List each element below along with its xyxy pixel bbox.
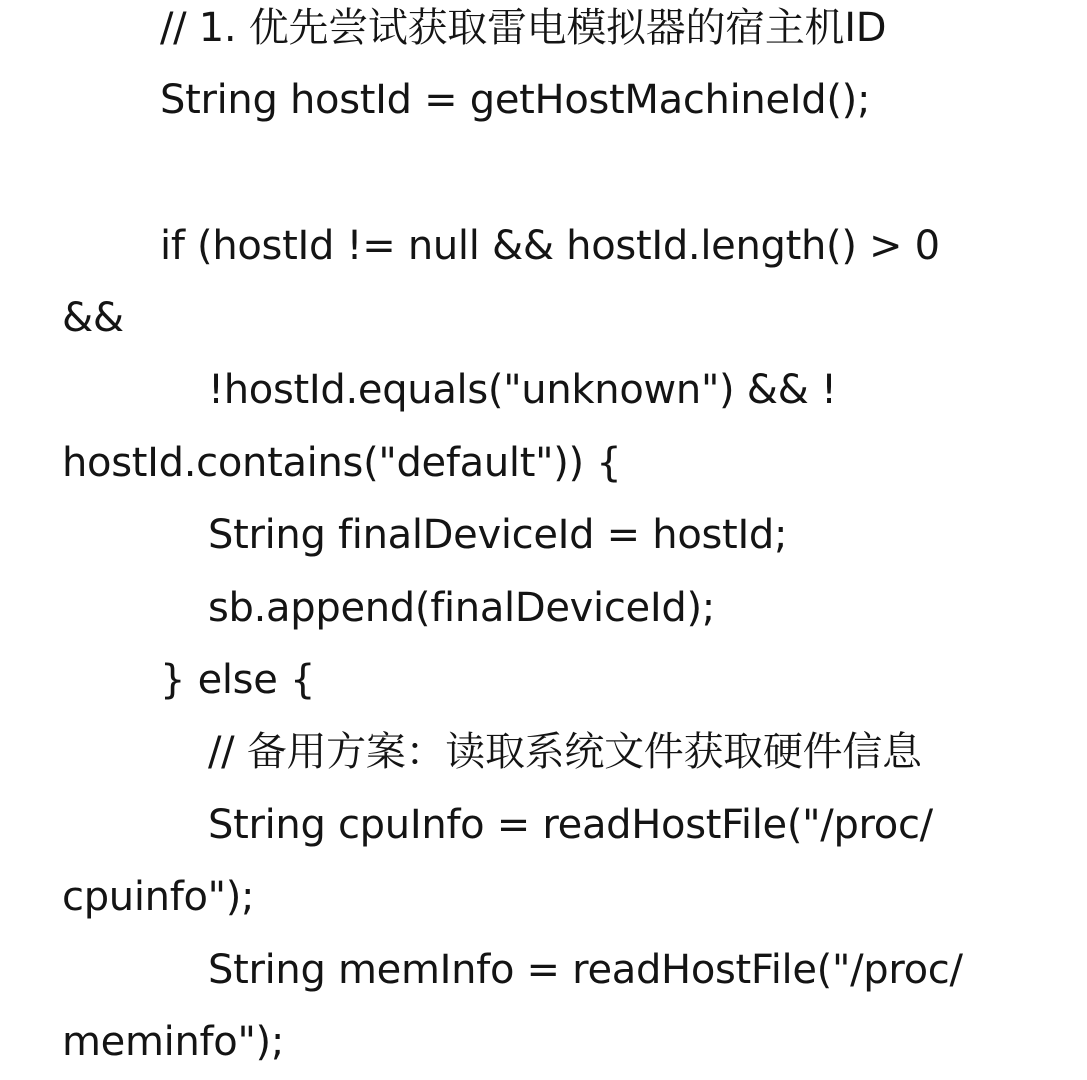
code-line-not-default: hostId.contains("default")) { [62,440,622,486]
code-line-cpu-info: String cpuInfo = readHostFile("/proc/ [208,802,933,848]
code-line-mem-info: String memInfo = readHostFile("/proc/ [208,947,963,993]
code-line-and-operator: && [62,295,124,341]
code-line-sb-append: sb.append(finalDeviceId); [208,585,715,631]
code-line-not-unknown: !hostId.equals("unknown") && ! [208,367,837,413]
code-line-comment-host-id: // 1. 优先尝试获取雷电模拟器的宿主机ID [160,5,887,51]
code-line-if-condition: if (hostId != null && hostId.length() > 0 [160,223,940,269]
code-line-comment-fallback: // 备用方案：读取系统文件获取硬件信息 [208,729,922,775]
code-line-else: } else { [160,657,316,703]
code-line-host-id-decl: String hostId = getHostMachineId(); [160,77,871,123]
code-line-cpu-info-cont: cpuinfo"); [62,874,255,920]
code-line-final-device-id: String finalDeviceId = hostId; [208,512,788,558]
code-line-mem-info-cont: meminfo"); [62,1019,285,1065]
